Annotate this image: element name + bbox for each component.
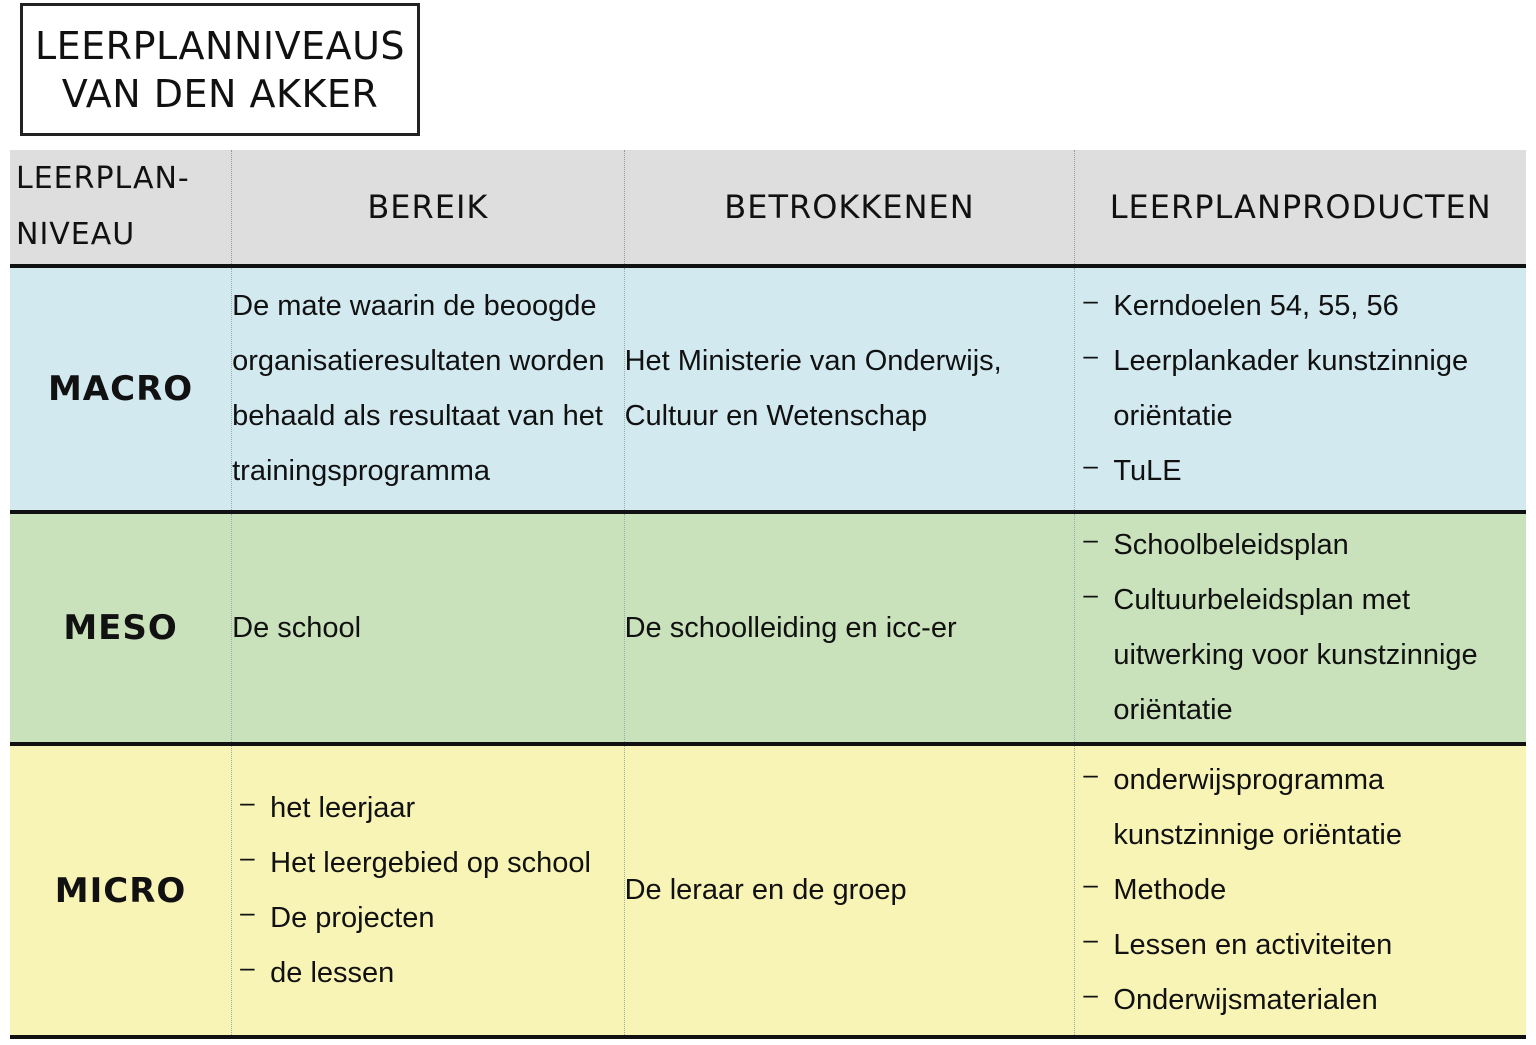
list-item: – Methode [1081, 863, 1520, 918]
level-macro: MACRO [10, 266, 232, 512]
producten-macro-list [1075, 279, 1526, 499]
bereik-micro [232, 744, 624, 1037]
list-item: – Onderwijsmaterialen [1081, 973, 1520, 1028]
header-level-line2: NIVEAU [16, 217, 136, 252]
header-level [10, 150, 232, 266]
table-row-macro [10, 266, 1526, 512]
list-item: – Cultuurbeleidsplan met uitwerking voor kunstzinnige oriëntatie [1081, 573, 1520, 738]
header-bereik: BEREIK [232, 150, 624, 266]
title-box [20, 3, 420, 136]
bereik-micro-list [232, 781, 623, 1001]
betrokkenen-macro: Het Ministerie van Onderwijs, Cultuur en Wetenschap [624, 266, 1075, 512]
producten-micro [1075, 744, 1526, 1037]
list-item: – Het leergebied op school [238, 836, 617, 891]
betrokkenen-micro: De leraar en de groep [624, 744, 1075, 1037]
header-row [10, 150, 1526, 266]
bereik-meso: De school [232, 512, 624, 744]
header-producten: LEERPLANPRODUCTEN [1075, 150, 1526, 266]
list-item: – Lessen en activiteiten [1081, 918, 1520, 973]
list-item: – het leerjaar [238, 781, 617, 836]
list-item: – de lessen [238, 946, 617, 1001]
producten-meso [1075, 512, 1526, 744]
producten-macro [1075, 266, 1526, 512]
bereik-macro: De mate waarin de beoogde organisatieresultaten worden behaald als resultaat van het trainingsprogramma [232, 266, 624, 512]
list-item: – onderwijsprogramma kunstzinnige oriëntatie [1081, 753, 1520, 863]
list-item: – TuLE [1081, 444, 1520, 499]
level-meso: MESO [10, 512, 232, 744]
level-micro: MICRO [10, 744, 232, 1037]
header-betrokkenen: BETROKKENEN [624, 150, 1075, 266]
curriculum-levels-table [10, 150, 1526, 1039]
producten-micro-list [1075, 753, 1526, 1028]
producten-meso-list [1075, 518, 1526, 738]
list-item: – Kerndoelen 54, 55, 56 [1081, 279, 1520, 334]
header-level-line1: LEERPLAN- [16, 161, 190, 196]
title-line-2: VAN DEN AKKER [61, 71, 379, 116]
list-item: – De projecten [238, 891, 617, 946]
betrokkenen-meso: De schoolleiding en icc-er [624, 512, 1075, 744]
list-item: – Leerplankader kunstzinnige oriëntatie [1081, 334, 1520, 444]
table-row-micro [10, 744, 1526, 1037]
table-row-meso [10, 512, 1526, 744]
title-line-1: LEERPLANNIVEAUS [34, 23, 406, 68]
list-item: – Schoolbeleidsplan [1081, 518, 1520, 573]
